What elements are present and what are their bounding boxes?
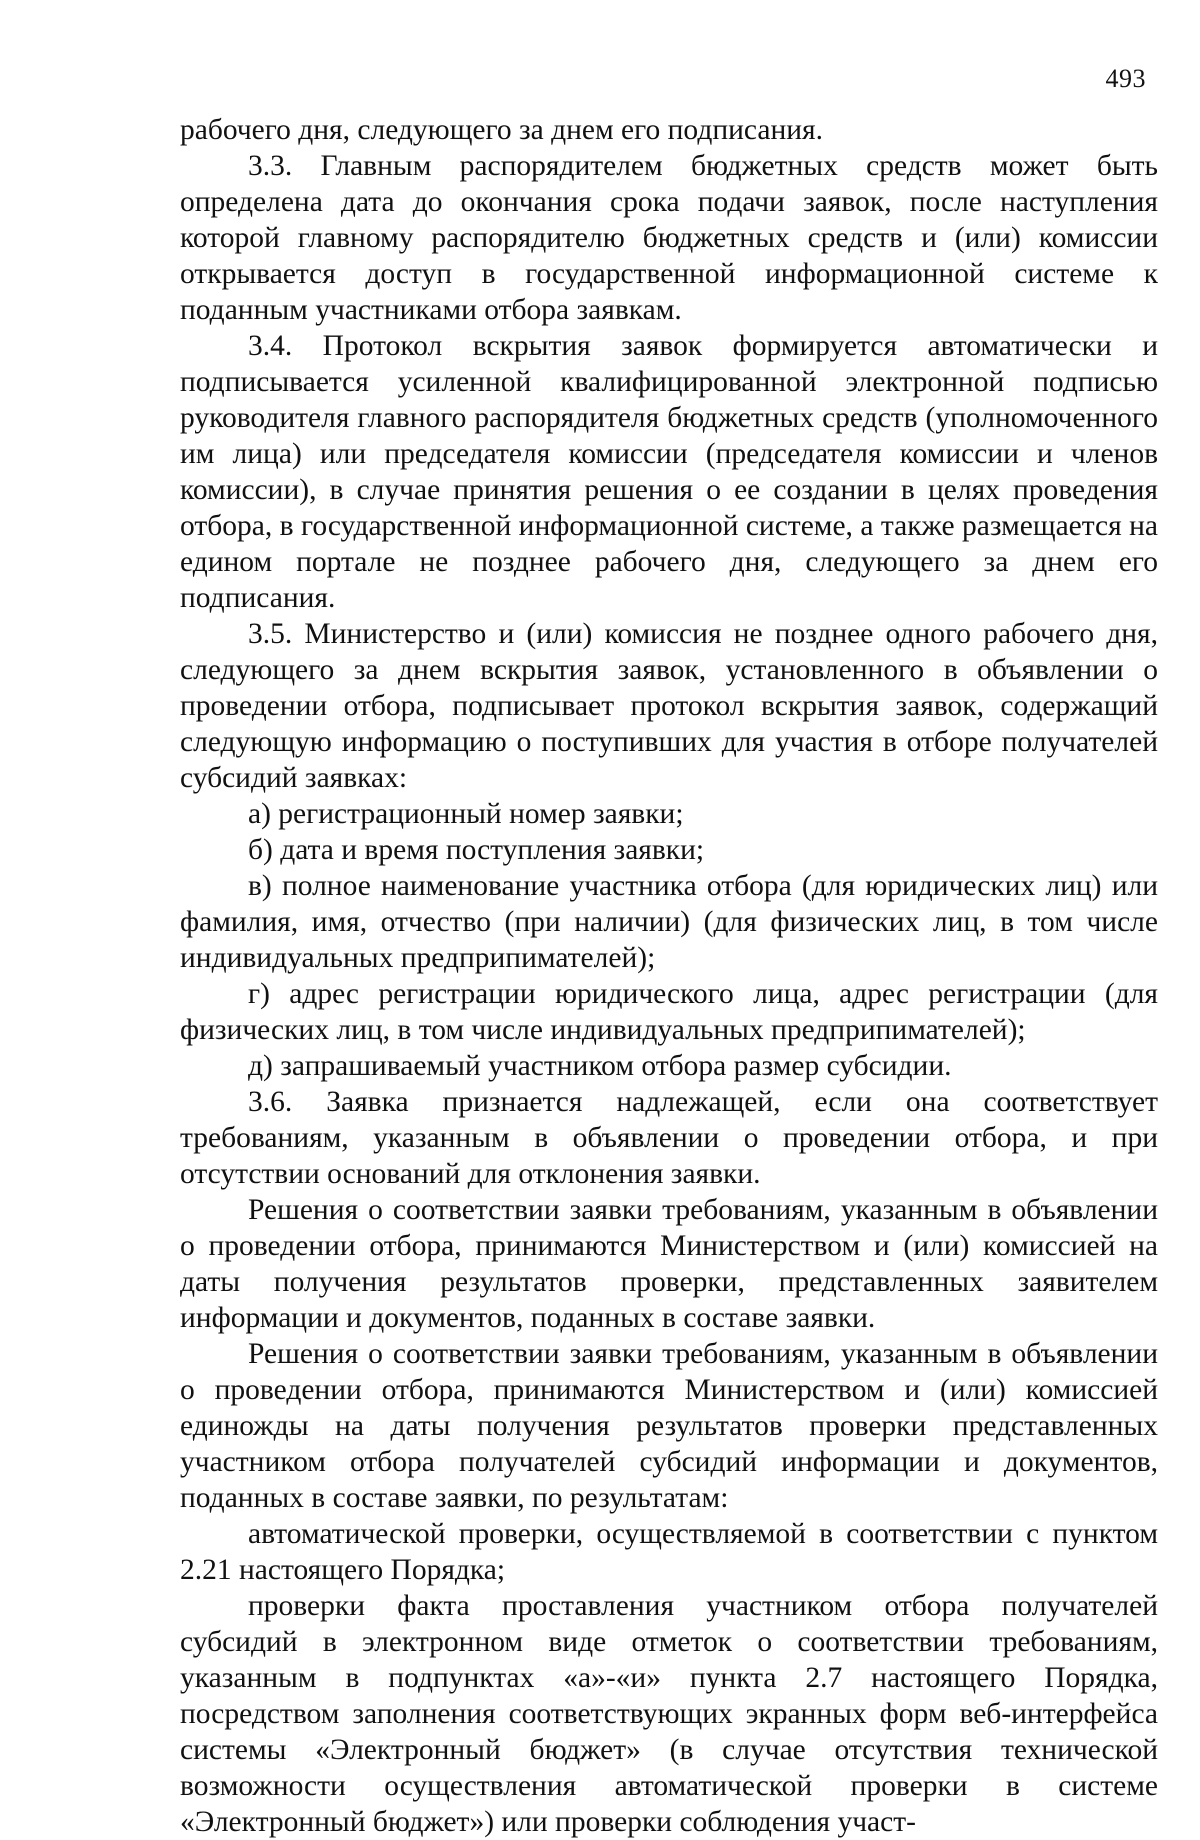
list-item-b: б) дата и время поступления заявки; <box>248 834 705 866</box>
paragraph: рабочего дня, следующего за днем его подписания. <box>180 114 823 146</box>
list-item-v: в) полное наименование участника отбора (для юридических лиц) или фамилия, имя, отчество (при наличии) (для физических лиц, в том числе индивидуальных предприпимателей); <box>180 870 1158 974</box>
page-number: 493 <box>1105 64 1146 93</box>
paragraph-3-4: 3.4. Протокол вскрытия заявок формируется автоматически и подписывается усиленной квалифицированной электронной подписью руководителя главного распорядителя бюджетных средств (уполномоченного им лица) или председателя комиссии (председателя комиссии и членов комиссии), в случае принятия решения о ее создании в целях проведения отбора, в государственной информационной системе, а также размещается на едином портале не позднее рабочего дня, следующего за днем его подписания. <box>180 330 1158 614</box>
paragraph: автоматической проверки, осуществляемой в соответствии с пунктом 2.21 настоящего Порядка; <box>180 1518 1158 1586</box>
paragraph: Решения о соответствии заявки требованиям, указанным в объявлении о проведении отбора, принимаются Министерством и (или) комиссией единожды на даты получения результатов проверки представленных участником отбора получателей субсидий информации и документов, поданных в составе заявки, по результатам: <box>180 1338 1158 1514</box>
page-body <box>180 112 1158 1840</box>
list-item-g: г) адрес регистрации юридического лица, адрес регистрации (для физических лиц, в том числе индивидуальных предприпимателей); <box>180 978 1158 1046</box>
paragraph-3-3: 3.3. Главным распорядителем бюджетных средств может быть определена дата до окончания срока подачи заявок, после наступления которой главному распорядителю бюджетных средств и (или) комиссии открывается доступ в государственной информационной системе к поданным участниками отбора заявкам. <box>180 150 1158 326</box>
paragraph-3-6: 3.6. Заявка признается надлежащей, если она соответствует требованиям, указанным в объявлении о проведении отбора, и при отсутствии оснований для отклонения заявки. <box>180 1086 1158 1190</box>
paragraph: Решения о соответствии заявки требованиям, указанным в объявлении о проведении отбора, принимаются Министерством и (или) комиссией на даты получения результатов проверки, представленных заявителем информации и документов, поданных в составе заявки. <box>180 1194 1158 1334</box>
list-item-a: а) регистрационный номер заявки; <box>248 798 684 830</box>
paragraph-3-5: 3.5. Министерство и (или) комиссия не позднее одного рабочего дня, следующего за днем вскрытия заявок, установленного в объявлении о проведении отбора, подписывает протокол вскрытия заявок, содержащий следующую информацию о поступивших для участия в отборе получателей субсидий заявках: <box>180 618 1158 794</box>
paragraph: проверки факта проставления участником отбора получателей субсидий в электронном виде отметок о соответствии требованиям, указанным в подпунктах «а»-«и» пункта 2.7 настоящего Порядка, посредством заполнения соответствующих экранных форм веб-интерфейса системы «Электронный бюджет» (в случае отсутствия технической возможности осуществления автоматической проверки в системе «Электронный бюджет») или проверки соблюдения участ- <box>180 1590 1158 1838</box>
list-item-d: д) запрашиваемый участником отбора размер субсидии. <box>248 1050 952 1082</box>
